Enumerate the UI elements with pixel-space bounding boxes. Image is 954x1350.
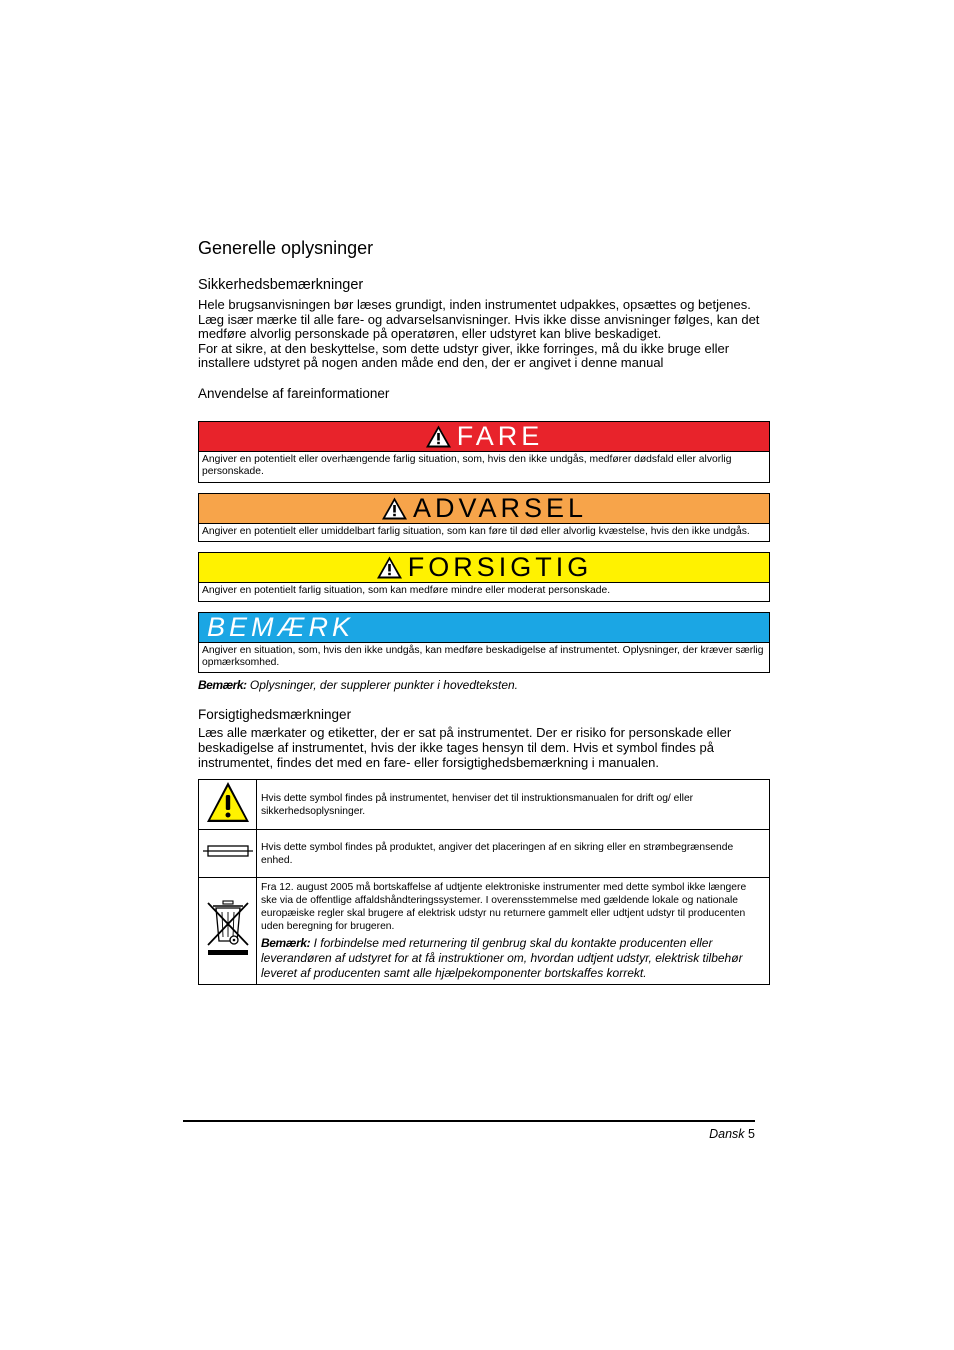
danger-label: FARE (456, 420, 544, 451)
page-content (198, 236, 770, 985)
warning-triangle-icon (425, 424, 452, 449)
weee-crossed-bin-icon (205, 899, 251, 959)
page-footer (709, 1126, 755, 1142)
notice-banner (199, 613, 769, 643)
note-text: Oplysninger, der supplerer punkter i hovedteksten. (246, 678, 519, 693)
warning-label: ADVARSEL (412, 492, 588, 523)
note-line (198, 677, 770, 693)
safety-paragraph-2: For at sikre, at den beskyttelse, som dette udstyr giver, ikke forringes, må du ikke bruge eller installere udstyret på nogen anden måde end den, der er angivet i denne manual (198, 340, 730, 371)
danger-banner (199, 422, 769, 452)
symbol-description-block (257, 878, 770, 985)
symbol-note-text: I forbindelse med returnering til genbrug skal du kontakte producenten eller leverandøren af udstyret for at få instruktioner om, hvordan udtjent udstyr, elektrisk tilbehør leveret af producenten samt alle hjælpekomponenter bortskaffes korrekt. (261, 936, 743, 981)
caution-text: Angiver en potentielt farlig situation, som kan medføre mindre eller moderat personskade. (202, 585, 611, 597)
notice-label: BEMÆRK (207, 611, 355, 642)
footer-rule (183, 1120, 755, 1122)
footer-page-number: 5 (748, 1127, 755, 1141)
table-row (199, 830, 770, 878)
note-label: Bemærk: (198, 678, 247, 693)
table-row (199, 878, 770, 985)
symbol-note-label: Bemærk: (261, 936, 311, 951)
caution-banner (199, 553, 769, 583)
labels-heading: Forsigtighedsmærkninger (198, 707, 352, 723)
warning-triangle-icon (381, 496, 408, 521)
notice-box (198, 612, 770, 674)
warning-box (198, 493, 770, 542)
section-title: Generelle oplysninger (198, 238, 374, 258)
danger-box (198, 421, 770, 483)
warning-banner (199, 494, 769, 524)
symbol-note (261, 936, 765, 981)
symbol-description: Hvis dette symbol findes på produktet, angiver det placeringen af en sikring eller en strømbegrænsende enhed. (257, 830, 770, 878)
labels-paragraph: Læs alle mærkater og etiketter, der er sat på instrumentet. Der er risiko for personskade eller beskadigelse af instrumentet, hvis der ikke tages hensyn til dem. Hvis et symbol findes på instrumentet, findes det med en fare- eller forsigtighedsbemærkning i manualen. (198, 725, 732, 770)
warning-triangle-icon (376, 555, 403, 580)
hazard-info-heading: Anvendelse af fareinformationer (198, 385, 390, 401)
symbol-description: Fra 12. august 2005 må bortskaffelse af udtjente elektroniske instrumenter med dette symbol ikke længere ske via de offentlige affaldshåndteringssystemer. I overensstemmelse med gældende lokale og nationale europæiske regler skal brugere af elektrisk udstyr nu returnere gammelt eller udtjent udstyr til producenten uden beregning for brugeren. (261, 882, 747, 933)
safety-paragraph-1: Hele brugsanvisningen bør læses grundigt, inden instrumentet udpakkes, opsættes og betjenes. Læg især mærke til alle fare- og advarselsanvisninger. Hvis ikke disse anvisninger følges, kan det medføre alvorlig personskade på operatøren, eller udstyret kan blive beskadiget. (198, 297, 760, 342)
caution-box (198, 552, 770, 601)
warning-text: Angiver en potentielt eller umiddelbart farlig situation, som kan føre til død eller alvorlig kvæstelse, hvis den ikke undgås. (202, 525, 750, 537)
symbol-table (198, 779, 770, 985)
footer-language: Dansk (709, 1127, 745, 1141)
danger-text: Angiver en potentielt eller overhængende farlig situation, som, hvis den ikke undgås, medfører dødsfald eller alvorlig personskade. (202, 453, 732, 478)
symbol-description: Hvis dette symbol findes på instrumentet, henviser det til instruktionsmanualen for drift og/ eller sikkerhedsoplysninger. (257, 780, 770, 830)
table-row (199, 780, 770, 830)
warning-triangle-icon (205, 780, 251, 824)
safety-heading: Sikkerhedsbemærkninger (198, 277, 364, 293)
fuse-icon (203, 844, 253, 858)
notice-text: Angiver en situation, som, hvis den ikke undgås, kan medføre beskadigelse af instrumentet. Oplysninger, der kræver særlig opmærksomhed. (202, 644, 764, 668)
caution-label: FORSIGTIG (407, 552, 593, 583)
